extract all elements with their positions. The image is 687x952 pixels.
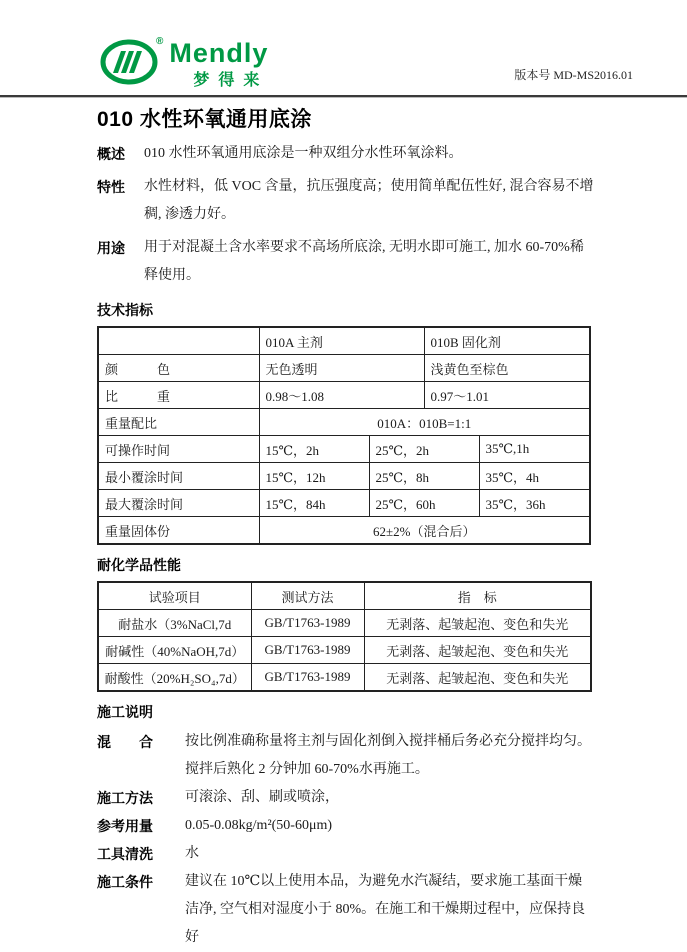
table-row (98, 517, 590, 545)
features-text (144, 173, 594, 229)
tech-solids-label: 重量固体份 (98, 517, 259, 545)
section-method (97, 784, 594, 812)
tech-spec-heading: 技术指标 (97, 302, 153, 318)
table-row (98, 610, 591, 637)
table-row (98, 355, 590, 382)
method-label: 施工方法 (97, 790, 153, 806)
chem-row2-spec: 无剥落、起皱起泡、变色和失光 (364, 637, 591, 664)
features-line-2: 稠, 渗透力好。 (144, 207, 235, 222)
tech-minrecoat-label: 最小覆涂时间 (98, 463, 259, 490)
features-label: 特性 (97, 179, 125, 195)
brand-logo (100, 38, 268, 90)
usage-line-2: 释使用。 (144, 268, 200, 283)
tech-maxrecoat-25c: 25℃，60h (369, 490, 479, 517)
tech-header-empty-cell (98, 327, 259, 355)
tech-gravity-label: 比 重 (98, 382, 259, 409)
tech-solids-value: 62±2%（混合后） (259, 517, 590, 545)
tech-potlife-15c: 15℃，2h (259, 436, 369, 463)
mixing-line-1: 按比例准确称量将主剂与固化剂倒入搅拌桶后务必充分搅拌均匀。 (185, 734, 591, 749)
tech-spec-table (97, 326, 591, 545)
chem-row2-method: GB/T1763-1989 (251, 637, 364, 664)
section-consumption (97, 812, 594, 840)
version-number: 版本号 MD-MS2016.01 (514, 68, 633, 82)
tech-ratio-value: 010A：010B=1:1 (259, 409, 590, 436)
cleaning-label: 工具清洗 (97, 846, 153, 862)
chem-header-spec: 指 标 (364, 582, 591, 610)
consumption-text: 0.05-0.08kg/m²(50-60μm) (185, 818, 333, 833)
features-line-1: 水性材料，低 VOC 含量，抗压强度高；使用简单配伍性好, 混合容易不增 (144, 179, 594, 194)
usage-label: 用途 (97, 240, 125, 256)
conditions-label: 施工条件 (97, 874, 153, 890)
tech-ratio-label: 重量配比 (98, 409, 259, 436)
tech-maxrecoat-label: 最大覆涂时间 (98, 490, 259, 517)
table-row (98, 637, 591, 664)
section-mixing (97, 728, 594, 784)
chem-resistance-table (97, 581, 592, 692)
brand-name-english: Mendly (169, 38, 269, 68)
table-row (98, 436, 590, 463)
tech-maxrecoat-35c: 35℃，36h (479, 490, 590, 517)
usage-line-1: 用于对混凝土含水率要求不高场所底涂, 无明水即可施工, 加水 60-70%稀 (144, 240, 584, 255)
chem-resistance-heading: 耐化学品性能 (97, 557, 181, 573)
tech-header-010b: 010B 固化剂 (424, 327, 590, 355)
chem-row3-item: 耐酸性（20%H₂SO₄,7d） (98, 664, 251, 692)
conditions-line-1: 建议在 10℃以上使用本品，为避免水汽凝结，要求施工基面干燥 (185, 874, 583, 889)
chem-row3-method: GB/T1763-1989 (251, 664, 364, 692)
tech-minrecoat-35c: 35℃，4h (479, 463, 590, 490)
tech-color-label: 颜 色 (98, 355, 259, 382)
page-title: 010 水性环氧通用底涂 (97, 108, 312, 131)
overview-text: 010 水性环氧通用底涂是一种双组分水性环氧涂料。 (144, 146, 463, 161)
table-row (98, 463, 590, 490)
mixing-text (185, 728, 591, 784)
conditions-text (185, 868, 594, 952)
brand-wordmark (169, 40, 268, 90)
consumption-label: 参考用量 (97, 818, 153, 834)
tech-gravity-a: 0.98～1.08 (259, 382, 424, 409)
method-text: 可滚涂、刮、刷或喷涂， (185, 790, 339, 805)
tech-potlife-label: 可操作时间 (98, 436, 259, 463)
application-heading: 施工说明 (97, 704, 153, 720)
chem-row1-method: GB/T1763-1989 (251, 610, 364, 637)
chem-row1-spec: 无剥落、起皱起泡、变色和失光 (364, 610, 591, 637)
tech-potlife-25c: 25℃，2h (369, 436, 479, 463)
tech-color-b: 浅黄色至棕色 (424, 355, 590, 382)
tech-maxrecoat-15c: 15℃，84h (259, 490, 369, 517)
table-row (98, 664, 591, 692)
chem-row2-item: 耐碱性（40%NaOH,7d） (98, 637, 251, 664)
table-row (98, 382, 590, 409)
section-usage (97, 234, 594, 290)
brand-logo-icon (100, 38, 160, 86)
section-overview (97, 140, 594, 168)
cleaning-text: 水 (185, 846, 199, 861)
tech-minrecoat-15c: 15℃，12h (259, 463, 369, 490)
document-body (97, 98, 594, 952)
tech-color-a: 无色透明 (259, 355, 424, 382)
overview-label: 概述 (97, 146, 125, 162)
chem-row1-item: 耐盐水（3%NaCl,7d (98, 610, 251, 637)
mixing-label: 混 合 (97, 734, 153, 750)
table-row (98, 582, 591, 610)
chem-row3-spec: 无剥落、起皱起泡、变色和失光 (364, 664, 591, 692)
section-cleaning (97, 840, 594, 868)
tech-header-010a: 010A 主剂 (259, 327, 424, 355)
table-row (98, 409, 590, 436)
chem-header-method: 测试方法 (251, 582, 364, 610)
tech-minrecoat-25c: 25℃，8h (369, 463, 479, 490)
brand-name-chinese: 梦得来 (193, 72, 269, 89)
mixing-line-2: 搅拌后熟化 2 分钟加 60-70%水再施工。 (185, 762, 429, 777)
tech-gravity-b: 0.97～1.01 (424, 382, 590, 409)
page-header (0, 0, 687, 97)
section-features (97, 173, 594, 229)
table-row (98, 327, 590, 355)
registered-trademark-symbol: ® (156, 36, 164, 47)
table-row (98, 490, 590, 517)
conditions-line-2: 洁净, 空气相对湿度小于 80%。在施工和干燥期过程中，应保持良好 (185, 902, 586, 945)
section-conditions (97, 868, 594, 952)
tech-potlife-35c: 35℃,1h (479, 436, 590, 463)
chem-header-item: 试验项目 (98, 582, 251, 610)
usage-text (144, 234, 584, 290)
